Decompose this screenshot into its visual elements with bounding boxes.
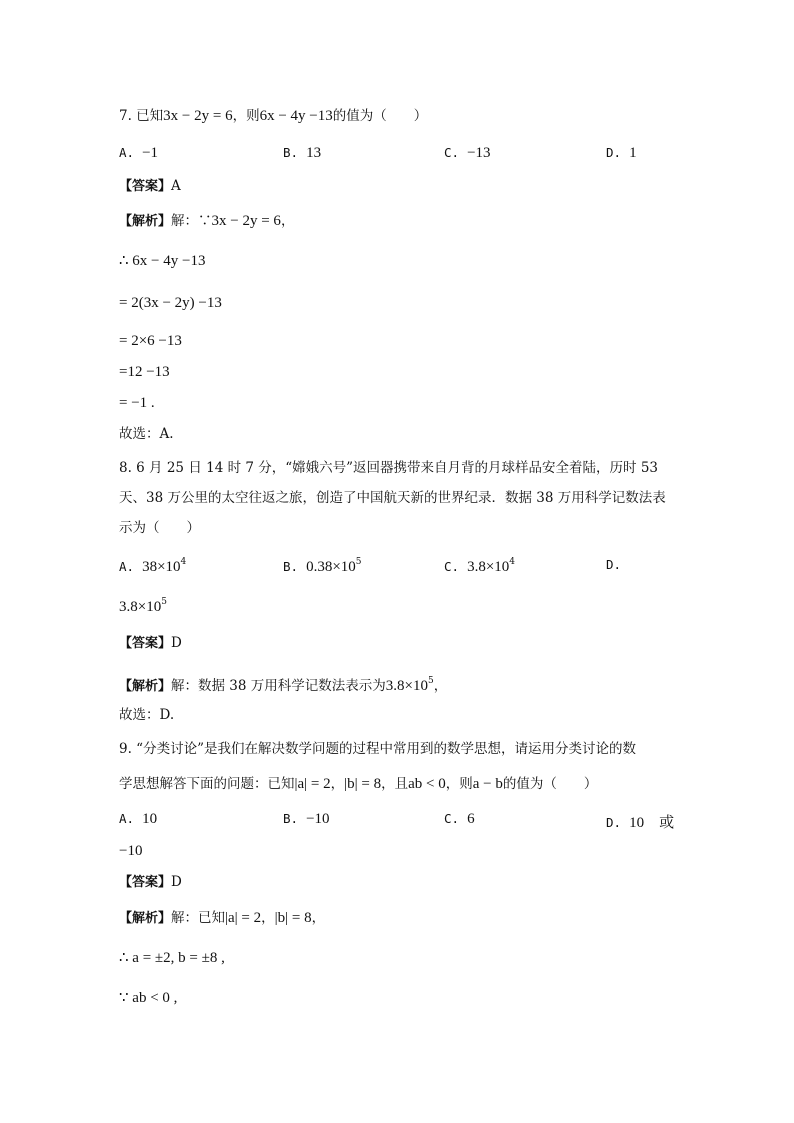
option-label: D.	[606, 145, 622, 160]
option-label: B.	[283, 145, 299, 160]
option-value: 6	[467, 811, 475, 827]
analysis-exponent: 5	[428, 676, 434, 686]
punctuation: ，	[261, 910, 275, 926]
option-exponent: 5	[355, 557, 362, 567]
punctuation: ，	[330, 776, 345, 792]
analysis-text: 解：∵	[171, 213, 212, 229]
q9-option-d-wrap[interactable]: −10	[119, 843, 143, 859]
q7-analysis	[119, 212, 294, 231]
option-value: 10 或	[629, 815, 675, 831]
q7-option-c[interactable]	[444, 145, 491, 162]
q9-analysis	[119, 909, 325, 928]
option-value: −1	[142, 145, 159, 161]
q8-option-c[interactable]	[444, 557, 515, 576]
q8-answer	[119, 634, 182, 653]
q7-step-4: =12 −13	[119, 364, 170, 380]
option-label: D.	[606, 557, 622, 572]
answer-value: D	[171, 874, 182, 890]
q7-option-d[interactable]	[606, 145, 637, 162]
q9-stem-condition: ab < 0	[408, 776, 446, 792]
q9-stem-prefix: 学思想解答下面的问题：已知	[119, 776, 295, 792]
analysis-tag: 【解析】	[119, 679, 172, 694]
answer-value: D	[171, 635, 182, 651]
q7-answer	[119, 177, 181, 196]
analysis-text: 解：已知	[171, 910, 226, 926]
option-label: B.	[283, 811, 299, 826]
q9-stem-mid2: ，则	[445, 776, 473, 792]
answer-tag: 【答案】	[119, 636, 172, 651]
q8-stem-line-2: 天、38 万公里的太空往返之旅，创造了中国航天新的世界纪录．数据 38 万用科学记数法表	[119, 490, 666, 506]
option-value: 1	[629, 145, 637, 161]
q9-step-1: ∴ a = ±2, b = ±8 ,	[119, 950, 225, 966]
q7-stem-suffix: 的值为（ ）	[332, 108, 428, 124]
option-mantissa: 0.38×10	[306, 559, 356, 575]
option-exponent: 4	[509, 557, 516, 567]
q7-step-3: = 2×6 −13	[119, 333, 182, 349]
analysis-abs-a: |a| = 2	[225, 910, 262, 926]
answer-tag: 【答案】	[119, 875, 172, 890]
q7-stem	[119, 107, 427, 125]
q9-stem-line-1: 9. “分类讨论”是我们在解决数学问题的过程中常用到的数学思想，请运用分类讨论的数	[119, 741, 636, 757]
q9-stem-line-2	[119, 775, 597, 793]
q8-analysis	[119, 672, 447, 696]
q9-option-d[interactable]	[606, 811, 674, 832]
q9-answer	[119, 873, 182, 892]
option-exponent: 5	[161, 597, 167, 607]
option-mantissa: 3.8×10	[467, 559, 510, 575]
q8-conclusion: 故选：D.	[119, 707, 175, 723]
q7-step-5: = −1 .	[119, 395, 155, 411]
q7-stem-prefix: 7. 已知	[119, 108, 164, 124]
punctuation: ，	[280, 213, 295, 229]
q9-stem-abs-a: |a| = 2	[294, 776, 331, 792]
q9-step-2: ∵ ab < 0 ,	[119, 990, 178, 1006]
option-label: C.	[444, 559, 460, 574]
option-value: −10	[306, 811, 330, 827]
analysis-abs-b: |b| = 8	[274, 910, 312, 926]
option-label: A.	[119, 559, 135, 574]
q8-option-b[interactable]	[283, 557, 362, 576]
analysis-mantissa: 3.8×10	[385, 678, 428, 694]
q7-stem-equation: 3x − 2y = 6	[163, 108, 233, 124]
option-label: C.	[444, 145, 460, 160]
q7-option-a[interactable]	[119, 145, 158, 162]
option-mantissa: 3.8×10	[119, 599, 162, 615]
q7-step-1: ∴ 6x − 4y −13	[119, 253, 206, 269]
q9-stem-mid: ，且	[381, 776, 409, 792]
answer-value: A	[171, 178, 181, 194]
q9-stem-suffix: 的值为（ ）	[502, 776, 598, 792]
q7-stem-expression: 6x − 4y −13	[259, 108, 333, 124]
analysis-equation: 3x − 2y = 6	[211, 213, 281, 229]
q8-option-d-value[interactable]	[119, 597, 167, 616]
q7-step-2: = 2(3x − 2y) −13	[119, 295, 222, 311]
option-label: C.	[444, 811, 460, 826]
analysis-tag: 【解析】	[119, 214, 172, 229]
option-value: −13	[467, 145, 491, 161]
analysis-tag: 【解析】	[119, 911, 172, 926]
q9-option-b[interactable]	[283, 811, 330, 828]
option-value: 13	[306, 145, 322, 161]
q8-stem-line-3: 示为（ ）	[119, 520, 200, 536]
q8-option-a[interactable]	[119, 557, 186, 576]
option-label: B.	[283, 559, 299, 574]
punctuation: ，	[433, 678, 448, 694]
q9-stem-abs-b: |b| = 8	[344, 776, 382, 792]
option-mantissa: 38×10	[142, 559, 181, 575]
q9-option-a[interactable]	[119, 811, 157, 828]
punctuation: ，	[311, 910, 326, 926]
q9-option-c[interactable]	[444, 811, 475, 828]
q7-stem-mid: ，则	[232, 108, 260, 124]
option-label: D.	[606, 815, 622, 830]
q7-conclusion: 故选：A.	[119, 426, 174, 442]
option-exponent: 4	[180, 557, 187, 567]
option-value: 10	[142, 811, 158, 827]
q7-option-b[interactable]	[283, 145, 321, 162]
option-label: A.	[119, 811, 135, 826]
q9-stem-expression: a − b	[472, 776, 503, 792]
analysis-text: 解：数据 38 万用科学记数法表示为	[171, 678, 386, 694]
q8-stem-line-1: 8. 6 月 25 日 14 时 7 分，“嫦娥六号”返回器携带来自月背的月球样品安全着陆，历时 53	[119, 460, 659, 476]
q8-option-d[interactable]	[606, 557, 629, 573]
option-label: A.	[119, 145, 135, 160]
answer-tag: 【答案】	[119, 179, 172, 194]
